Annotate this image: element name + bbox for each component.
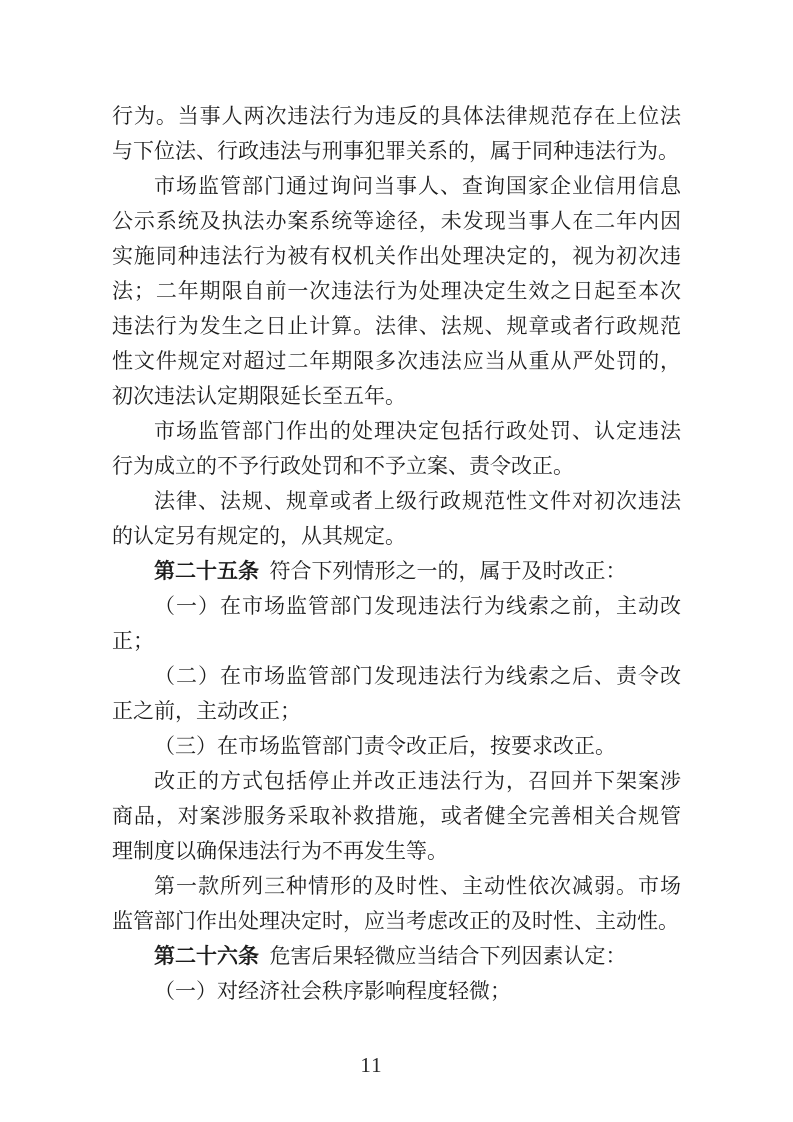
paragraph xyxy=(112,99,681,169)
text-line: 法律、法规、规章或者上级行政规范性文件对初次违法 xyxy=(154,489,681,513)
text-line: （一）在市场监管部门发现违法行为线索之前，主动改 xyxy=(154,594,681,618)
text-line: 行为。当事人两次违法行为违反的具体法律规范存在上位法 xyxy=(112,104,681,128)
text-line: 第一款所列三种情形的及时性、主动性依次减弱。市场 xyxy=(154,874,681,898)
article-paragraph xyxy=(112,939,681,974)
text-line: 违法行为发生之日止计算。法律、法规、规章或者行政规范 xyxy=(112,314,681,338)
text-line: 公示系统及执法办案系统等途径，未发现当事人在二年内因 xyxy=(112,209,681,233)
page-number: 11 xyxy=(360,1053,383,1077)
text-line: 初次违法认定期限延长至五年。 xyxy=(112,384,406,408)
text-line: 市场监管部门通过询问当事人、查询国家企业信用信息 xyxy=(154,174,681,198)
text-line: 实施同种违法行为被有权机关作出处理决定的，视为初次违 xyxy=(112,244,681,268)
text-line: 理制度以确保违法行为不再发生等。 xyxy=(112,839,448,863)
text-line: 第二十五条 符合下列情形之一的，属于及时改正： xyxy=(154,559,627,583)
text-line: 商品，对案涉服务采取补救措施，或者健全完善相关合规管 xyxy=(112,804,681,828)
text-line: 法；二年期限自前一次违法行为处理决定生效之日起至本次 xyxy=(112,279,681,303)
paragraph xyxy=(112,869,681,939)
text-line: 第二十六条 危害后果轻微应当结合下列因素认定： xyxy=(154,944,627,968)
text-line: 行为成立的不予行政处罚和不予立案、责令改正。 xyxy=(112,454,574,478)
paragraph xyxy=(112,974,681,1009)
article-paragraph xyxy=(112,554,681,589)
text-line: 市场监管部门作出的处理决定包括行政处罚、认定违法 xyxy=(154,419,681,443)
article-number-label: 第二十五条 xyxy=(154,560,259,583)
paragraph xyxy=(112,764,681,869)
text-line: （一）对经济社会秩序影响程度轻微； xyxy=(154,979,511,1003)
text-line: 的认定另有规定的，从其规定。 xyxy=(112,524,406,548)
paragraph xyxy=(112,659,681,729)
text-line: （二）在市场监管部门发现违法行为线索之后、责令改 xyxy=(154,664,681,688)
paragraph xyxy=(112,414,681,484)
text-line: 与下位法、行政违法与刑事犯罪关系的，属于同种违法行为。 xyxy=(112,139,679,163)
document-body xyxy=(112,99,681,1009)
article-number-label: 第二十六条 xyxy=(154,945,259,968)
paragraph xyxy=(112,729,681,764)
paragraph xyxy=(112,169,681,414)
paragraph xyxy=(112,484,681,554)
text-line: 性文件规定对超过二年期限多次违法应当从重从严处罚的， xyxy=(112,349,681,373)
text-line: 改正的方式包括停止并改正违法行为，召回并下架案涉 xyxy=(154,769,681,793)
paragraph xyxy=(112,589,681,659)
text-line: 正之前，主动改正； xyxy=(112,699,301,723)
text-line: （三）在市场监管部门责令改正后，按要求改正。 xyxy=(154,734,616,758)
text-line: 正； xyxy=(112,629,154,653)
page-footer xyxy=(0,1051,793,1079)
text-line: 监管部门作出处理决定时，应当考虑改正的及时性、主动性。 xyxy=(112,909,679,933)
